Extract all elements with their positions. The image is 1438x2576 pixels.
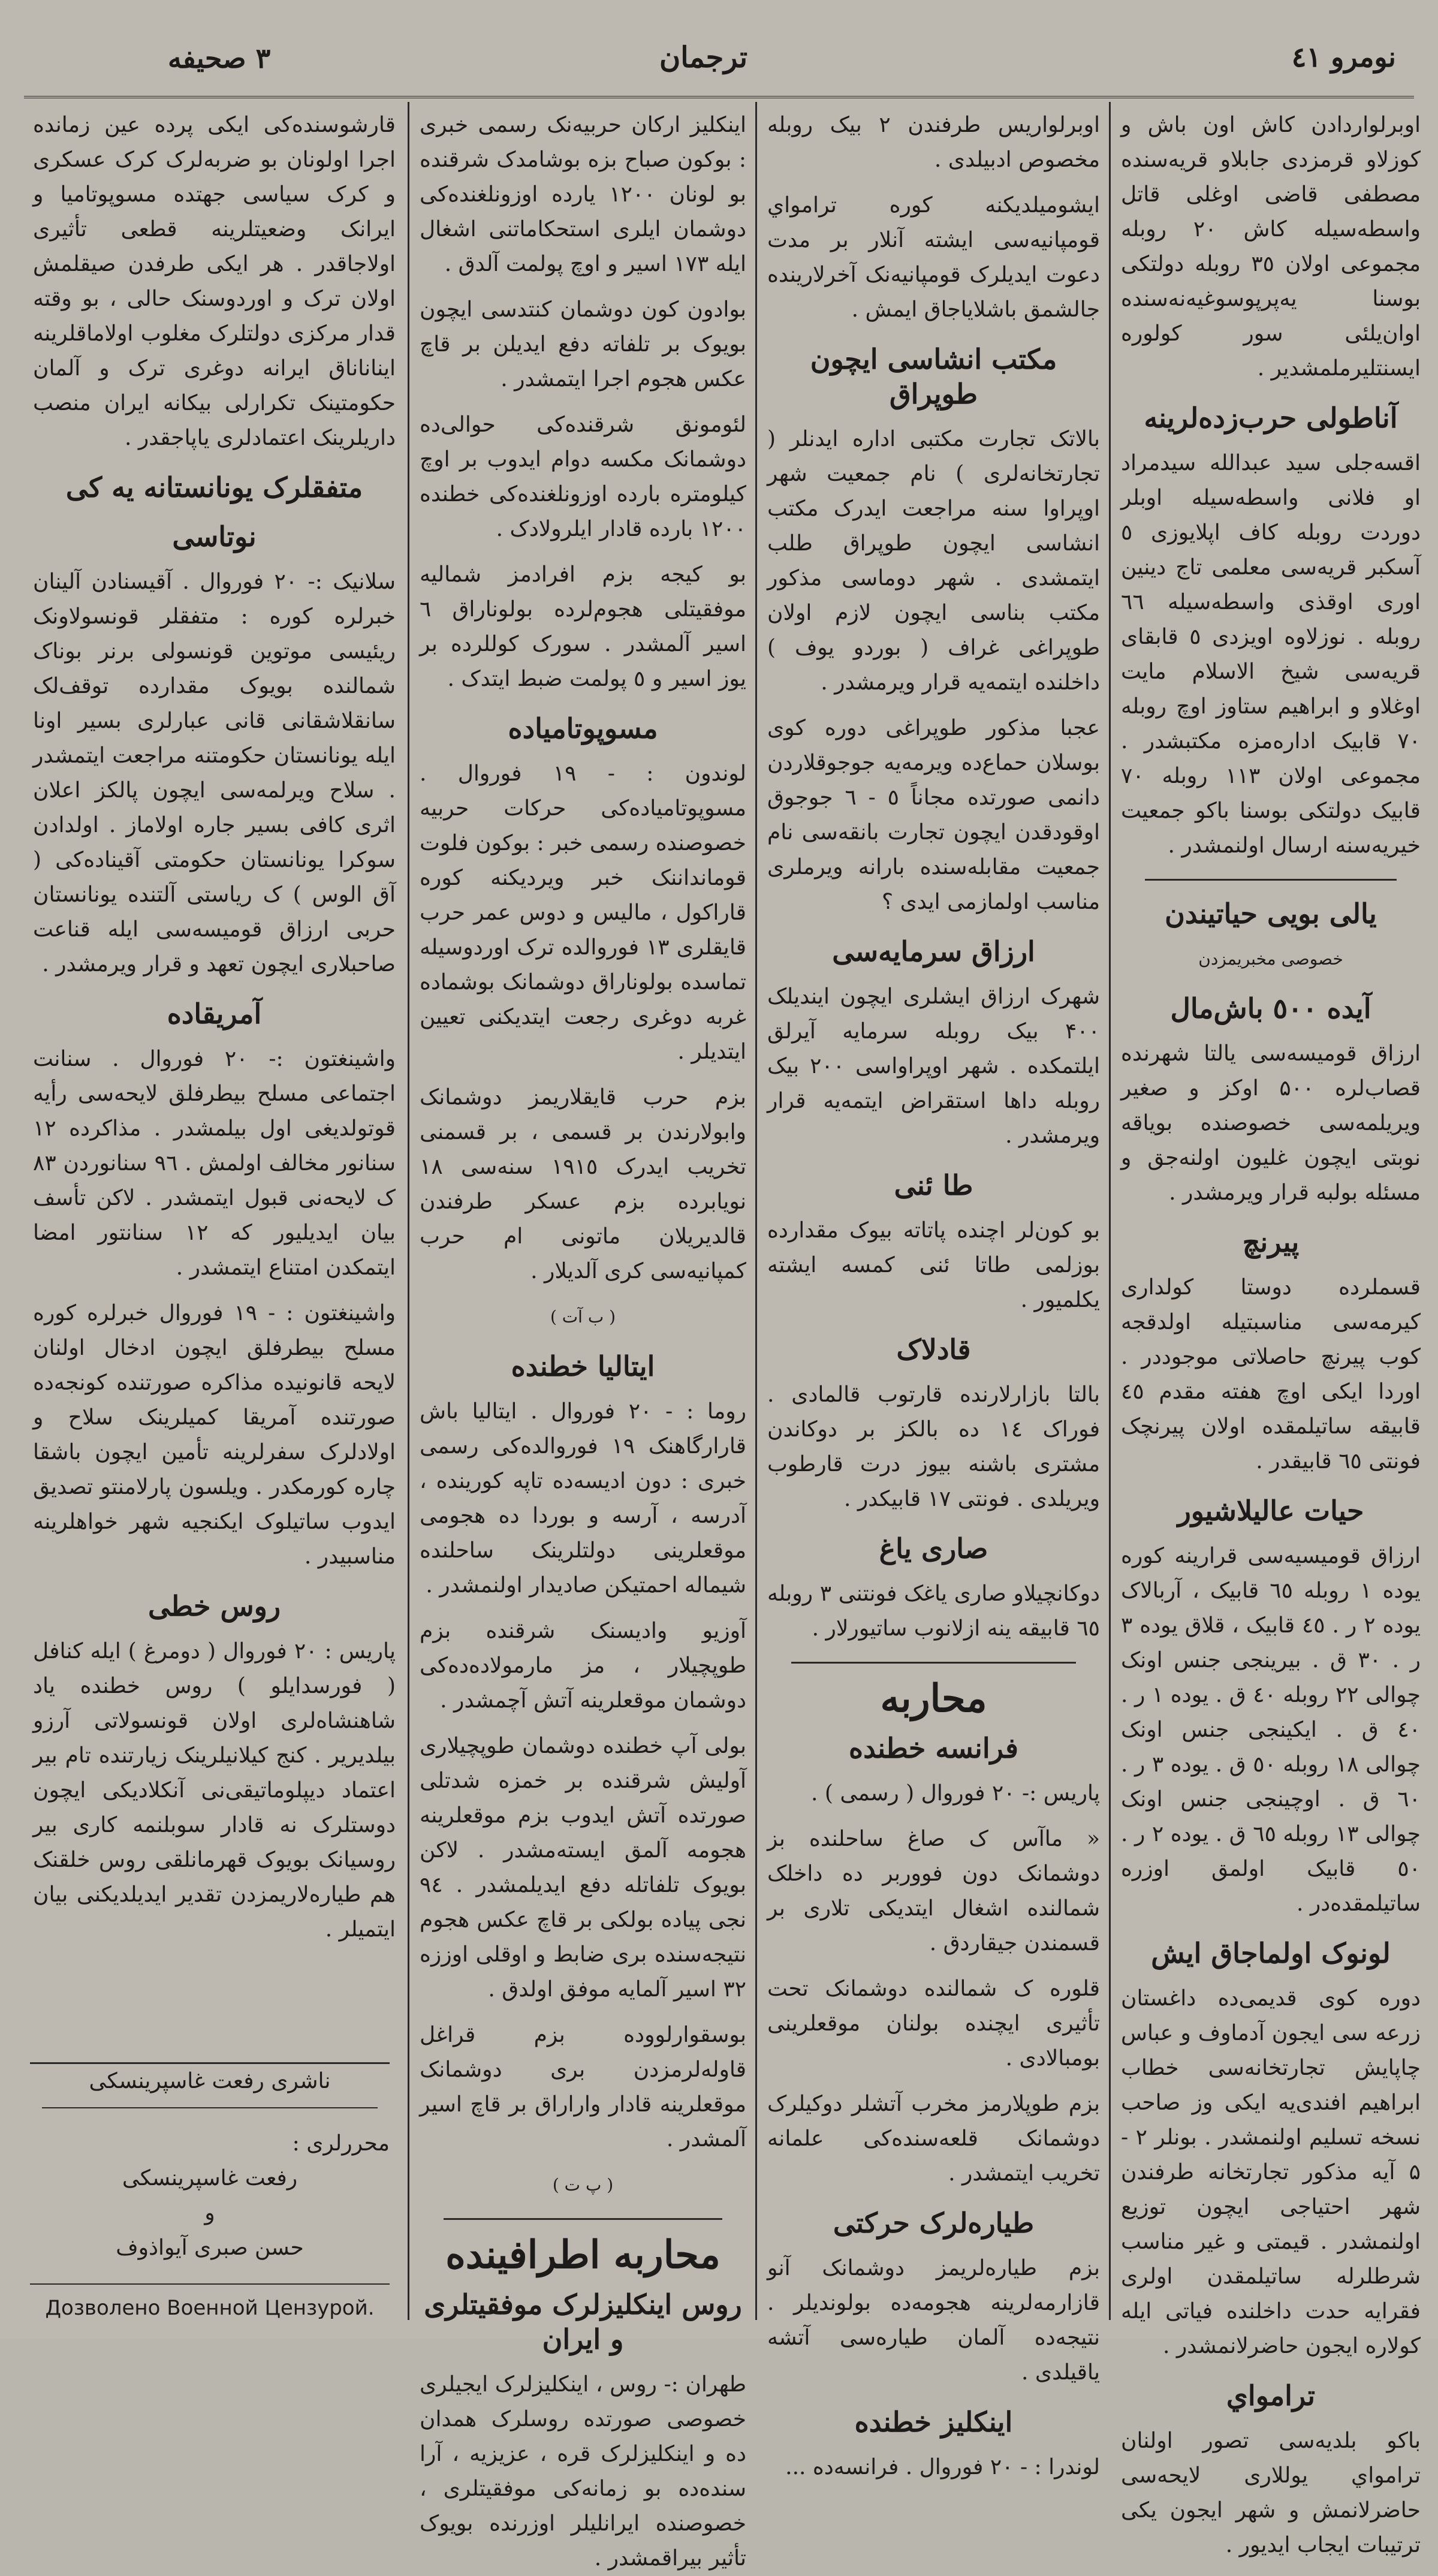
article-heading: آیده ٥٠٠ باش‌مال xyxy=(1170,992,1371,1025)
article-text: بزم طوپلارمز مخرب آتشلر دوکیلرک دوشمانک قلعه‌سنده‌کی علمانه تخریب ایتمشدر . xyxy=(767,2092,1100,2186)
article-text: بو کیجه بزم افرادمز شمالیه موفقیتلی هجوم‌لرده بولوناراق ٦ اسیر آلمشدر . سورک کوللرده بر یوز اسیر و ٥ پولمت ضبط ایتدک . xyxy=(420,562,746,691)
article-heading: طا ئنی xyxy=(894,1169,973,1201)
divider xyxy=(444,2218,722,2220)
article-text: لوندرا : - ٢٠ فوروال . فرانسه‌ده ... xyxy=(785,2455,1100,2479)
column-4 xyxy=(33,108,396,2050)
article-heading: آمریقاده xyxy=(167,998,262,1030)
article-text: واشینغتون : - ١٩ فوروال خبرلره کوره مسلح بیطرفلق ایچون ادخال اولنان لایحه قانونیده مذاکره صورتنده کونجه‌ده صورتنده آمریقا کمیلرینک سلاح و اولادلرک سفرلرینه تأمین ایچون باشقا چاره کورمکدر . ویلسون پارلامنتو تصدیق ایدوب ساتیلوک ایکنجیه شهر خواهلرینه مناسبیدر . xyxy=(33,1301,396,1569)
article-text: آوزیو وادیسنک شرقنده بزم طوپچیلار ، مز مارمولاده‌ده‌کی دوشمان موقعلرینه آتش آچمشدر . xyxy=(420,1619,746,1713)
article-heading: یالی بویی حیاتیندن xyxy=(1165,897,1377,930)
article-heading: قادلاک xyxy=(896,1333,971,1366)
editor-name: رفعت غاسپرینسکی xyxy=(122,2166,298,2191)
signature: ( ب آت ) xyxy=(550,1307,616,1327)
page-label: ٣ صحیفه xyxy=(168,42,271,74)
article-text: بالاتک تجارت مکتبی اداره ایدنلر ( تجارتخانه‌لری ) نام جمعیت شهر اوپراوا سنه مراجعت ایدرک مکتب انشاسی ایچون طوپراق طلب ایتمشدی . شهر دوماسی مذکور مکتب بناسی ایچون لازم اولان طوپراغی غراف ( بوردو یوف ) داخلنده ایتمه‌یه قرار ویرمشدر . xyxy=(767,427,1100,695)
article-heading: ترامواي xyxy=(1226,2379,1316,2412)
article-text: بولی آپ خطنده دوشمان طوپچیلاری آولیش شرقنده بر خمزه شدتلی صورتده آتش ایدوب بزم موقعلرینه هجومه آلمق ایسته‌مشدر . لاکن بویوک تلفاتله دفع ایدیلمشدر . ٩٤ نجی پیاده بولکی بر قاچ عکس هجوم نتیجه‌سنده بری ضابط و اوقلی اوززه ٣٢ اسیر آلمایه موفق اولدق . xyxy=(420,1734,746,2002)
column-divider xyxy=(408,102,409,2320)
article-text: پاریس :- ٢٠ فوروال ( رسمی ) . xyxy=(811,1781,1100,1806)
column-3 xyxy=(420,108,747,2571)
signature: ( پ ت ) xyxy=(552,2175,614,2195)
article-text: اقسه‌جلی سید عبدالله سیدمراد او فلانی واسطه‌سیله اوبلر دوردت روبله کاف اپلایوزی ٥ آسکبر قریه‌سی معلمی تاج دینین اوری اوقذی واسطه‌سیله ٦٦ روبله . نوزلاوه اویزدی ٥ قابقای قریه‌سی شیخ الاسلام مایت اوغلاو و ابراهیم ستاوز اوچ روبله ٧٠ قابیک اداره‌مزه مکتبشدر . مجموعی اولان ١١٣ روبله ٧٠ قابیک دولتکی بوسنا باکو جمعیت خیریه‌سنه ارسال اولنمشدر . xyxy=(1121,451,1421,858)
article-text: ایشومیلدیکنه کوره ترامواي قومپانیه‌سی ایشته آنلار بر مدت دعوت ایدیلرک قومپانیه‌نک آخرلارینده جالشمق باشلایاجاق ایمش . xyxy=(767,193,1100,322)
article-heading: روس خطی xyxy=(147,1590,281,1622)
article-text: شهرک ارزاق ایشلری ایچون ایندیلک ۴۰۰ بیک روبله سرمایه آیرلق ایلتمکده . شهر اوپراواسی ٢٠٠ بیک روبله داها استقراض ایتمه‌یه قرار ویرمشدر . xyxy=(767,984,1101,1148)
article-text: ارزاق قومیسه‌سی یالتا شهرنده قصاب‌لره ۵۰۰ اوکز و صغیر ویریلمه‌سی خصوصنده بویاقه نوبتی ایچون غلیون اولنه‌جق و مسئله بولبه قرار ویرمشدر . xyxy=(1121,1041,1421,1205)
article-text: دوره کوی قدیمی‌ده داغستان زرعه سی ایجون آدماوف و عباس چاپایش تجارتخانه‌سی خطاب ابراهیم افندی‌یه ایکی وز صاحب نسخه تسلیم اولنمشدر . بونلر ۲ - ۵ آیه مذکور تجارتخانه طرفندن شهر احتیاجی ایچون توزیع اولنمشدر . قیمتی و غیر مناسب شرطلرله ساتیلمقدن اولری فقرایه حدت داخلنده فیاتی ایله کولاره ایجون حاضرلانمشدر . xyxy=(1121,1986,1421,2358)
article-heading: حیات عالیلاشیور xyxy=(1177,1495,1364,1527)
article-heading: مکتب انشاسی ایچون طوپراق xyxy=(810,343,1057,410)
newspaper-title: ترجمان xyxy=(659,41,748,74)
article-heading: آناطولی حرب‌زده‌لرینه xyxy=(1144,402,1398,434)
imprint xyxy=(30,2062,390,2320)
article-text: اینکلیز ارکان حربیه‌نک رسمی خبری : بوکون صباح بزه بوشامدک شرقنده بو لونان ١٢٠٠ یارده اوزونلغنده‌کی دوشمان ایلری استحکاماتنی اشغال ایله ١٧٣ اسیر و اوچ پولمت آلدق . xyxy=(420,113,746,276)
article-text: ارزاق قومیسیه‌سی قرارینه کوره یوده ١ روبله ٦٥ قابیک ، آربالاک یوده ٢ ر . ٤٥ قابیک ، قلاق یوده ٣ ر . ٣٠ ق . بیرینجی جنس اونک چوالی ٢٢ روبله ٤٠ ق . یوده ١ ر . ٤٠ ق . ایکینجی جنس اونک چوالی ١٨ روبله ٥٠ ق . یوده ٣ ر . ٦٠ ق . اوچینجی جنس اونک چوالی ١٣ روبله ٦٥ ق . یوده ٢ ر . ٥٠ قابیک اولمق اوزره ساتیلمقده‌در . xyxy=(1121,1544,1421,1916)
article-text: لئومونق شرقنده‌کی حوالی‌ده دوشمانک مکسه دوام ایدوب بر اوچ کیلومتره بارده اوزونلغنده‌کی خطنده ١٢٠٠ بارده قادار ایلرولادک . xyxy=(420,412,746,541)
column-divider xyxy=(755,102,757,2320)
article-text: دوکانچیلاو صاری یاغک فونتنی ٣ روبله ٦٥ قابیقه ینه ازلانوب ساتیورلار . xyxy=(767,1581,1100,1641)
article-text: اوبرلواریس طرفندن ٢ بیک روبله مخصوص ادبیلدی . xyxy=(767,113,1101,172)
article-heading: طیاره‌لرک حرکتی xyxy=(833,2207,1035,2239)
article-text: بوسقوارلووده بزم قراغل قاوله‌لرمزدن بری دوشمانک موقعلرینه قادار واراراق بر قاچ اسیر آلمشدر . xyxy=(420,2023,746,2152)
article-text: طهران :- روس ، اینکلیزلرک ایجیلری خصوصی صورتده روسلرک همدان ده و اینکلیزلرک قره ، عزیزیه ، آرا سنده‌ده بو زمانه‌کی موفقیتلری ، خصوصنده ایرانلیلر اوزرنده بویوک تأثیر بیراقمشدر . xyxy=(420,2372,746,2571)
article-text: واشینغتون :- ٢٠ فوروال . سنانت اجتماعی مسلح بیطرفلق لایحه‌سی رأیه قوتولدیغی اول بیلمشدر . مذاکرده ١٢ سنانور مخالف اولمش . ٩٦ سنانوردن ٨٣ ک لایحه‌نی قبول ایتمشدر . لاکن تأسف بیان ایدیلیور که ١٢ سنانتور امضا ایتمکدن امتناع ایتمشدر . xyxy=(33,1047,396,1280)
publisher: ناشری رفعت غاسپرینسکی xyxy=(89,2069,331,2093)
column-divider xyxy=(1109,102,1111,2320)
article-text: قسملرده دوستا کولداری کیرمه‌سی مناسبتیله اولدقجه کوب پیرنچ حاصلاتی موجوددر . اوردا ایکی اوچ هفته مقدم ٤٥ قابیقه ساتیلمقده اولان پیرنچک فونتی ٦٥ قابیقدر . xyxy=(1121,1275,1421,1474)
article-text: عجبا مذکور طوپراغی دوره کوی بوسلان حماع‌ده ویرمه‌یه جوجوقلاردن دانمی صورتده مجاناً ٥ - ٦ جوجوق اوقودقدن ایچون تجارت بانقه‌سی نام جمعیت مقابله‌سنده بارانه ویرملری مناسب اولمازمی ایدی ؟ xyxy=(767,716,1100,914)
column-1 xyxy=(1121,108,1421,2557)
divider xyxy=(791,1662,1076,1664)
article-text: بو کون‌لر اچنده پاتاته بیوک مقدارده بوزلمی طاتا ئنی کمسه ایشته یکلمیور . xyxy=(767,1218,1100,1312)
article-heading: مسوپوتامیاده xyxy=(508,712,658,745)
article-text: سلانیک :- ٢٠ فوروال . آقیسنادن آلینان خبرلره کوره : متفقلر قونسولاونک ریئیسی موتوین قونسولی برنر بوناک شمالنده بویوک مقدارده توقف‌لک سانقلاشقانی قانی عبارلری بسیر اونا ایله یونانستان حکومتنه مراجعت ایتمشدر . سلاح ویرلمه‌سی ایچون پالکز اعلان اثری کافی بسیر جاره اولاماز . اولدادن سوکرا یونانستان حکومتی آقیناده‌کی ( آق الوس ) ک ریاستی آلتنده یونانستان حربی ارزاق قومیسه‌سی ایله قناعت صاحبلاری ایچون تعهد و قرار ویرمشدر . xyxy=(33,570,396,977)
article-text: قلوره ک شمالنده دوشمانک تحت تأثیری ایچنده بولنان موقعلرینی بومبالادی . xyxy=(767,1977,1100,2071)
article-text: « ماآس ک صاغ ساحلنده بز دوشمانک دون فووربر ده داخلک شمالنده اشغال ایتدیکی تلاری بر قسمندن جیقاردق . xyxy=(767,1827,1100,1956)
article-heading: نوتاسی xyxy=(172,520,257,553)
article-text: لوندون : - ١٩ فوروال . مسوپوتامیاده‌کی حرکات حربیه خصوصنده رسمی خبر : بوکون فلوت قومانداننک خبر ویردیکنه کوره قاراکول ، مالیس و دوس عمر حرب قایقلری ١٣ فوروالده ترک اوردوسیله تماسده بولوناراق دوشمانک بوشماده غربه دوغری رجعت ایتدیکنی تعیین ایتدیلر . xyxy=(420,761,747,1064)
article-text: بزم حرب قایقلاریمز دوشمانک وابولارندن بر قسمی ، بر قسمنی تخریب ایدرک ١٩١٥ سنه‌سی ١٨ نویابرده بزم عسکر طرفندن قالدیریلان ماتونی ام حرب کمپانیه‌سی کری آلدیلار . xyxy=(420,1085,746,1284)
article-text: پاریس : ٢٠ فوروال ( دومرغ ) ایله کنافل ( فورسدایلو ) روس خطنده یاد شاهنشاه‌لری اولان قونسولاتی آرزو بیلدیریر . کنج کیلانیلرینک زیارتنده تام بیر اعتماد دیپلوماتیقی‌نی آنکلادیکی ایچون دوستلرک نه قادار سوبلنمه کاری بیر روسیانک بویوک قهرمانلقی روس خلقنک هم طیاره‌لاریمزدن تقدیر ایدیلدیکنی بیان ایتمیلر . xyxy=(33,1639,396,1942)
article-text: بزم طیاره‌لریمز دوشمانک آنو قازارمه‌لرینه هجومه‌ده بولوندیلر . نتیجه‌ده آلمان طیاره‌سی آتشه یاقیلدی . xyxy=(767,2256,1100,2385)
article-heading: متفقلرک یونانستانه یه کی xyxy=(65,471,363,504)
section-heading: محاربه اطرافینده xyxy=(445,2232,720,2277)
conjunction: و xyxy=(204,2201,215,2225)
article-heading: پیرنچ xyxy=(1242,1226,1300,1258)
masthead xyxy=(24,18,1414,98)
article-heading: ایتالیا خطنده xyxy=(511,1350,655,1382)
article-text: باکو بلدیه‌سی تصور اولنان ترامواي یوللاری لایحه‌سی حاضرلانمش و شهر ایجون یکی ترتیبات ایجاب ایدیور . xyxy=(1121,2429,1421,2557)
issue-number: نومرو ٤١ xyxy=(1291,41,1396,73)
column-2 xyxy=(767,108,1101,2479)
article-text: روما : - ٢٠ فوروال . ایتالیا باش قارارگاهنک ١٩ فوروالده‌کی رسمی خبری : دون ادیسه‌ده تاپه کورینده ، آدرسه ، آرسه و بوردا ده هجومی موقعلرینی دولتلرینک ساحلنده شیماله احمتیکن صادیدار اولنمشدر . xyxy=(420,1399,746,1598)
section-heading: محاربه xyxy=(880,1676,987,1721)
editors-label: محررلری : xyxy=(292,2131,390,2156)
article-heading: صاری یاغ xyxy=(879,1532,988,1565)
article-subheading: خصوصی مخبریمزدن xyxy=(1198,949,1343,969)
article-heading: لونوک اولماجاق ایش xyxy=(1151,1937,1391,1969)
censor-stamp: Дозволено Военной Цензурой. xyxy=(30,2283,390,2325)
editor-name: حسن صبری آیواذوف xyxy=(116,2235,304,2260)
article-text: بوادون کون دوشمان کنتدسی ایچون بویوک بر تلفاته دفع ایدیلن بر قاچ عکس هجوم اجرا ایتمشدر . xyxy=(420,297,746,391)
article-heading: فرانسه خطنده xyxy=(849,1732,1018,1764)
article-text: قارشوسنده‌کی ایکی پرده عین زمانده اجرا اولونان بو ضربه‌لرک کرک عسکری و کرک سیاسی جهتده مسوپوتامیا و ایرانک وضعیتلرینه قطعی تأثیری اولاجاقدر . هر ایکی طرفدن صیقلمش اولان ترک و اوردوسنک حالی ، بو وقته قدار مرکزی دولتلرک مغلوب اولاماقلرینه ایناناناق ایرانه دوغری ترک و آلمان حکومتینک تکرارلی بیکانه ایران منصب داریلرینک اعتمادلری یاپاجقدر . xyxy=(33,113,396,450)
divider xyxy=(1145,879,1397,881)
article-heading: ارزاق سرمایه‌سی xyxy=(832,935,1035,968)
article-heading: روس اینکلیزلرک موفقیتلری و ایران xyxy=(424,2288,742,2355)
article-text: بالتا بازارلارنده قارتوب قالمادی . فوراک ١٤ ده بالکز بر دوکاندن مشتری باشنه بیوز درت قارطوب ویریلدی . فونتی ١٧ قابیکدر . xyxy=(767,1382,1100,1511)
article-heading: اینکلیز خطنده xyxy=(854,2406,1013,2438)
article-text: اوبرلواردادن کاش اون باش و کوزلاو قرمزدی جابلاو قریه‌سنده مصطفی قاضی اوغلی قاتل واسطه‌سیله کاش ٢٠ روبله مجموعی اولان ٣٥ روبله دولتکی بوسنا یه‌پرپوسوغیه‌نه‌سنده اوان‌یلئی سور کولوره ایسنتلیرملمشدیر . xyxy=(1121,113,1421,381)
